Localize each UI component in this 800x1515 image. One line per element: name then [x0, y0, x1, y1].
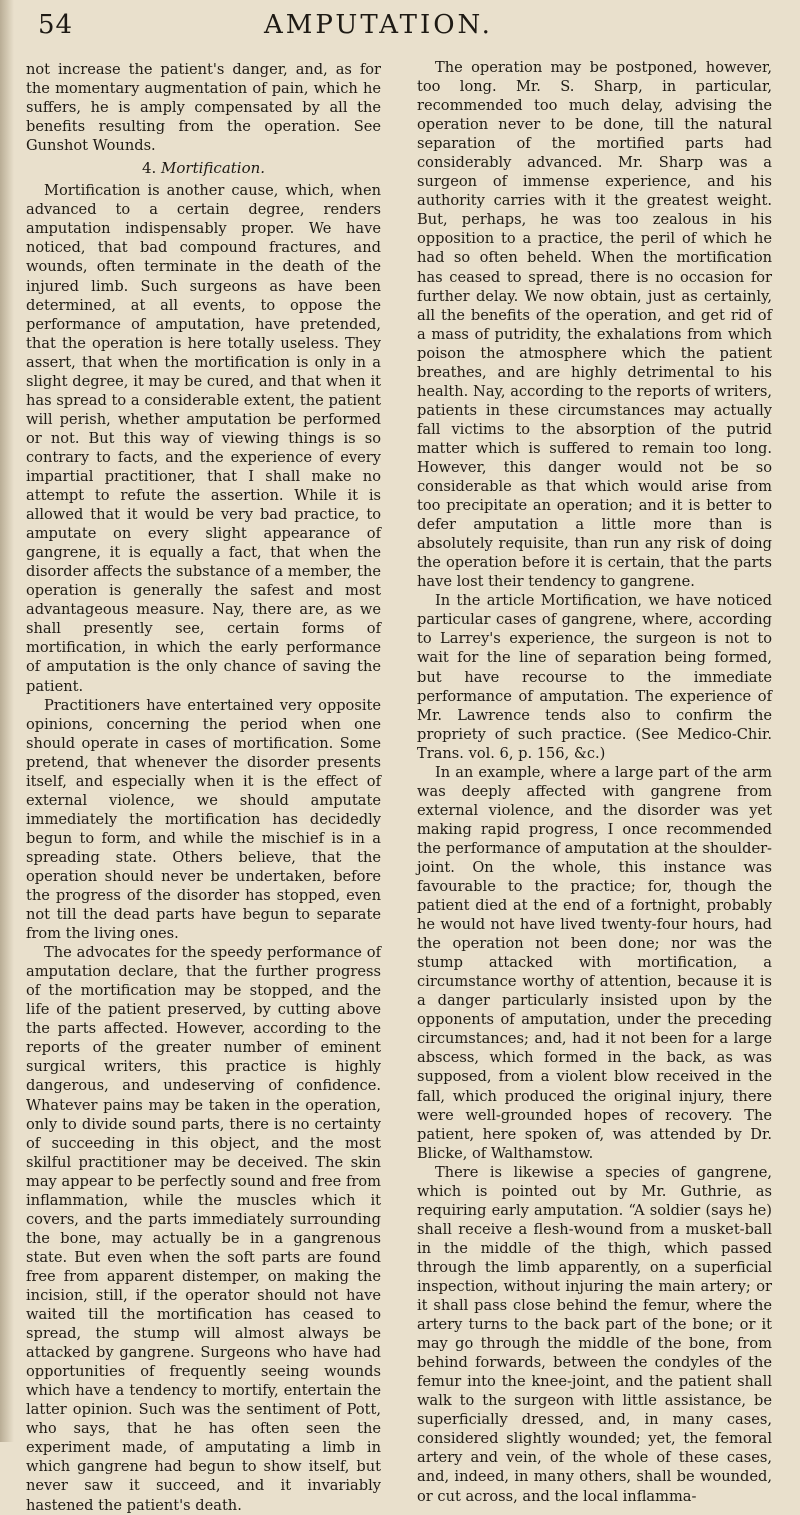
page-number: 54: [38, 10, 74, 40]
section-number: 4.: [141, 159, 157, 178]
paragraph: There is likewise a species of gangrene, which is pointed out by Mr. Guthrie, as requiring early amputation. “A soldier (says he) shall receive a flesh-wound from a musket-ball in the middle of the thigh, which passed through the limb apparently, on a superficial inspection, without injuring the main artery; or it shall pass close behind the femur, where the artery turns to the back part of the bone; or it may go through the middle of the bone, from behind forwards, between the condyles of the femur into the knee-joint, and the patient shall walk to the surgeon with little assistance, be superficially dressed, and, in many cases, considered slightly wounded; yet, the femoral artery and vein, of the whole of these cases, and, indeed, in many others, shall be wounded, or cut across, and the local inflamma-: [417, 1163, 772, 1505]
paragraph: Mortification is another cause, which, when advanced to a certain degree, renders amputation indispensably proper. We have noticed, that bad compound fractures, and wounds, often terminate in the death of the injured limb. Such surgeons as have been determined, at all events, to oppose the performance of amputation, have pretended, that the operation is here totally useless. They assert, that when the mortification is only in a slight degree, it may be cured, and that when it has spread to a considerable extent, the patient will perish, whether amputation be performed or not. But this way of viewing things is so contrary to facts, and the experience of every impartial practitioner, that I shall make no attempt to refute the assertion. While it is allowed that it would be very bad practice, to amputate on every slight appearance of gangrene, it is equally a fact, that when the disorder affects the substance of a member, the operation is generally the safest and most advantageous measure. Nay, there are, as we shall presently see, certain forms of mortification, in which the early performance of amputation is the only chance of saving the patient.: [26, 182, 381, 695]
paragraph: The operation may be postponed, however, too long. Mr. S. Sharp, in particular, recommended too much delay, advising the operation never to be done, till the natural separation of the mortified parts had considerably advanced. Mr. Sharp was a surgeon of immense experience, and his authority carries with it the greatest weight. But, perhaps, he was too zealous in his opposition to a practice, the peril of which he had so often beheld. When the mortification has ceased to spread, there is no occasion for further delay. We now obtain, just as certainly, all the benefits of the operation, and get rid of a mass of putridity, the exhalations from which poison the atmosphere which the patient breathes, and are highly detrimental to his health. Nay, according to the reports of writers, patients in these circumstances may actually fall victims to the absorption of the putrid matter which is suffered to remain too long. However, this danger would not be so considerable as that which would arise from too precipitate an operation; and it is better to defer amputation a little more than is absolutely requisite, than run any risk of doing the operation before it is certain, that the parts have lost their tendency to gangrene.: [417, 59, 772, 591]
paragraph: not increase the patient's danger, and, as for the momentary augmentation of pain, which he suffers, he is amply compensated by all the benefits resulting from the operation. See Gunshot Wounds.: [26, 61, 381, 155]
right-column: [417, 58, 772, 1506]
running-head: AMPUTATION.: [264, 10, 493, 40]
section-heading: [26, 159, 381, 178]
paragraph: In the article Mortification, we have noticed particular cases of gangrene, where, according to Larrey's experience, the surgeon is not to wait for the line of separation being formed, but have recourse to the immediate performance of amputation. The experience of Mr. Lawrence tends also to confirm the propriety of such practice. (See Medico-Chir. Trans. vol. 6, p. 156, &c.): [417, 592, 772, 762]
page-edge-shadow: [0, 0, 14, 1442]
page-header: [36, 10, 776, 50]
section-title: Mortification.: [161, 159, 266, 178]
paragraph: In an example, where a large part of the arm was deeply affected with gangrene from external violence, and the disorder was yet making rapid progress, I once recommended the performance of amputation at the shoulder-joint. On the whole, this instance was favourable to the practice; for, though the patient died at the end of a fortnight, probably he would not have lived twenty-four hours, had the operation not been done; nor was the stump attacked with mortification, a circumstance worthy of attention, because it is a danger particularly insisted upon by the opponents of amputation, under the preceding circumstances; and, had it not been for a large abscess, which formed in the back, as was supposed, from a violent blow received in the fall, which produced the original injury, there were well-grounded hopes of recovery. The patient, here spoken of, was attended by Dr. Blicke, of Walthamstow.: [417, 763, 772, 1162]
left-column: [26, 60, 381, 1515]
paragraph: Practitioners have entertained very opposite opinions, concerning the period when one should operate in cases of mortification. Some pretend, that whenever the disorder presents itself, and especially when it is the effect of external violence, we should amputate immediately the mortification has decidedly begun to form, and while the mischief is in a spreading state. Others believe, that the operation should never be undertaken, before the progress of the disorder has stopped, even not till the dead parts have begun to separate from the living ones.: [26, 696, 381, 943]
paragraph: The advocates for the speedy performance of amputation declare, that the further progress of the mortification may be stopped, and the life of the patient preserved, by cutting above the parts affected. However, according to the reports of the greater number of eminent surgical writers, this practice is highly dangerous, and undeserving of confidence. Whatever pains may be taken in the operation, only to divide sound parts, there is no certainty of succeeding in this object, and the most skilful practitioner may be deceived. The skin may appear to be perfectly sound and free from inflammation, while the muscles which it covers, and the parts immediately surrounding the bone, may actually be in a gangrenous state. But even when the soft parts are found free from apparent distemper, on making the incision, still, if the operator should not have waited till the mortification has ceased to spread, the stump will almost always be attacked by gangrene. Surgeons who have had opportunities of frequently seeing wounds which have a tendency to mortify, entertain the latter opinion. Such was the sentiment of Pott, who says, that he has often seen the experiment made, of amputating a limb in which gangrene had begun to show itself, but never saw it succeed, and it invariably hastened the patient's death.: [26, 944, 381, 1514]
